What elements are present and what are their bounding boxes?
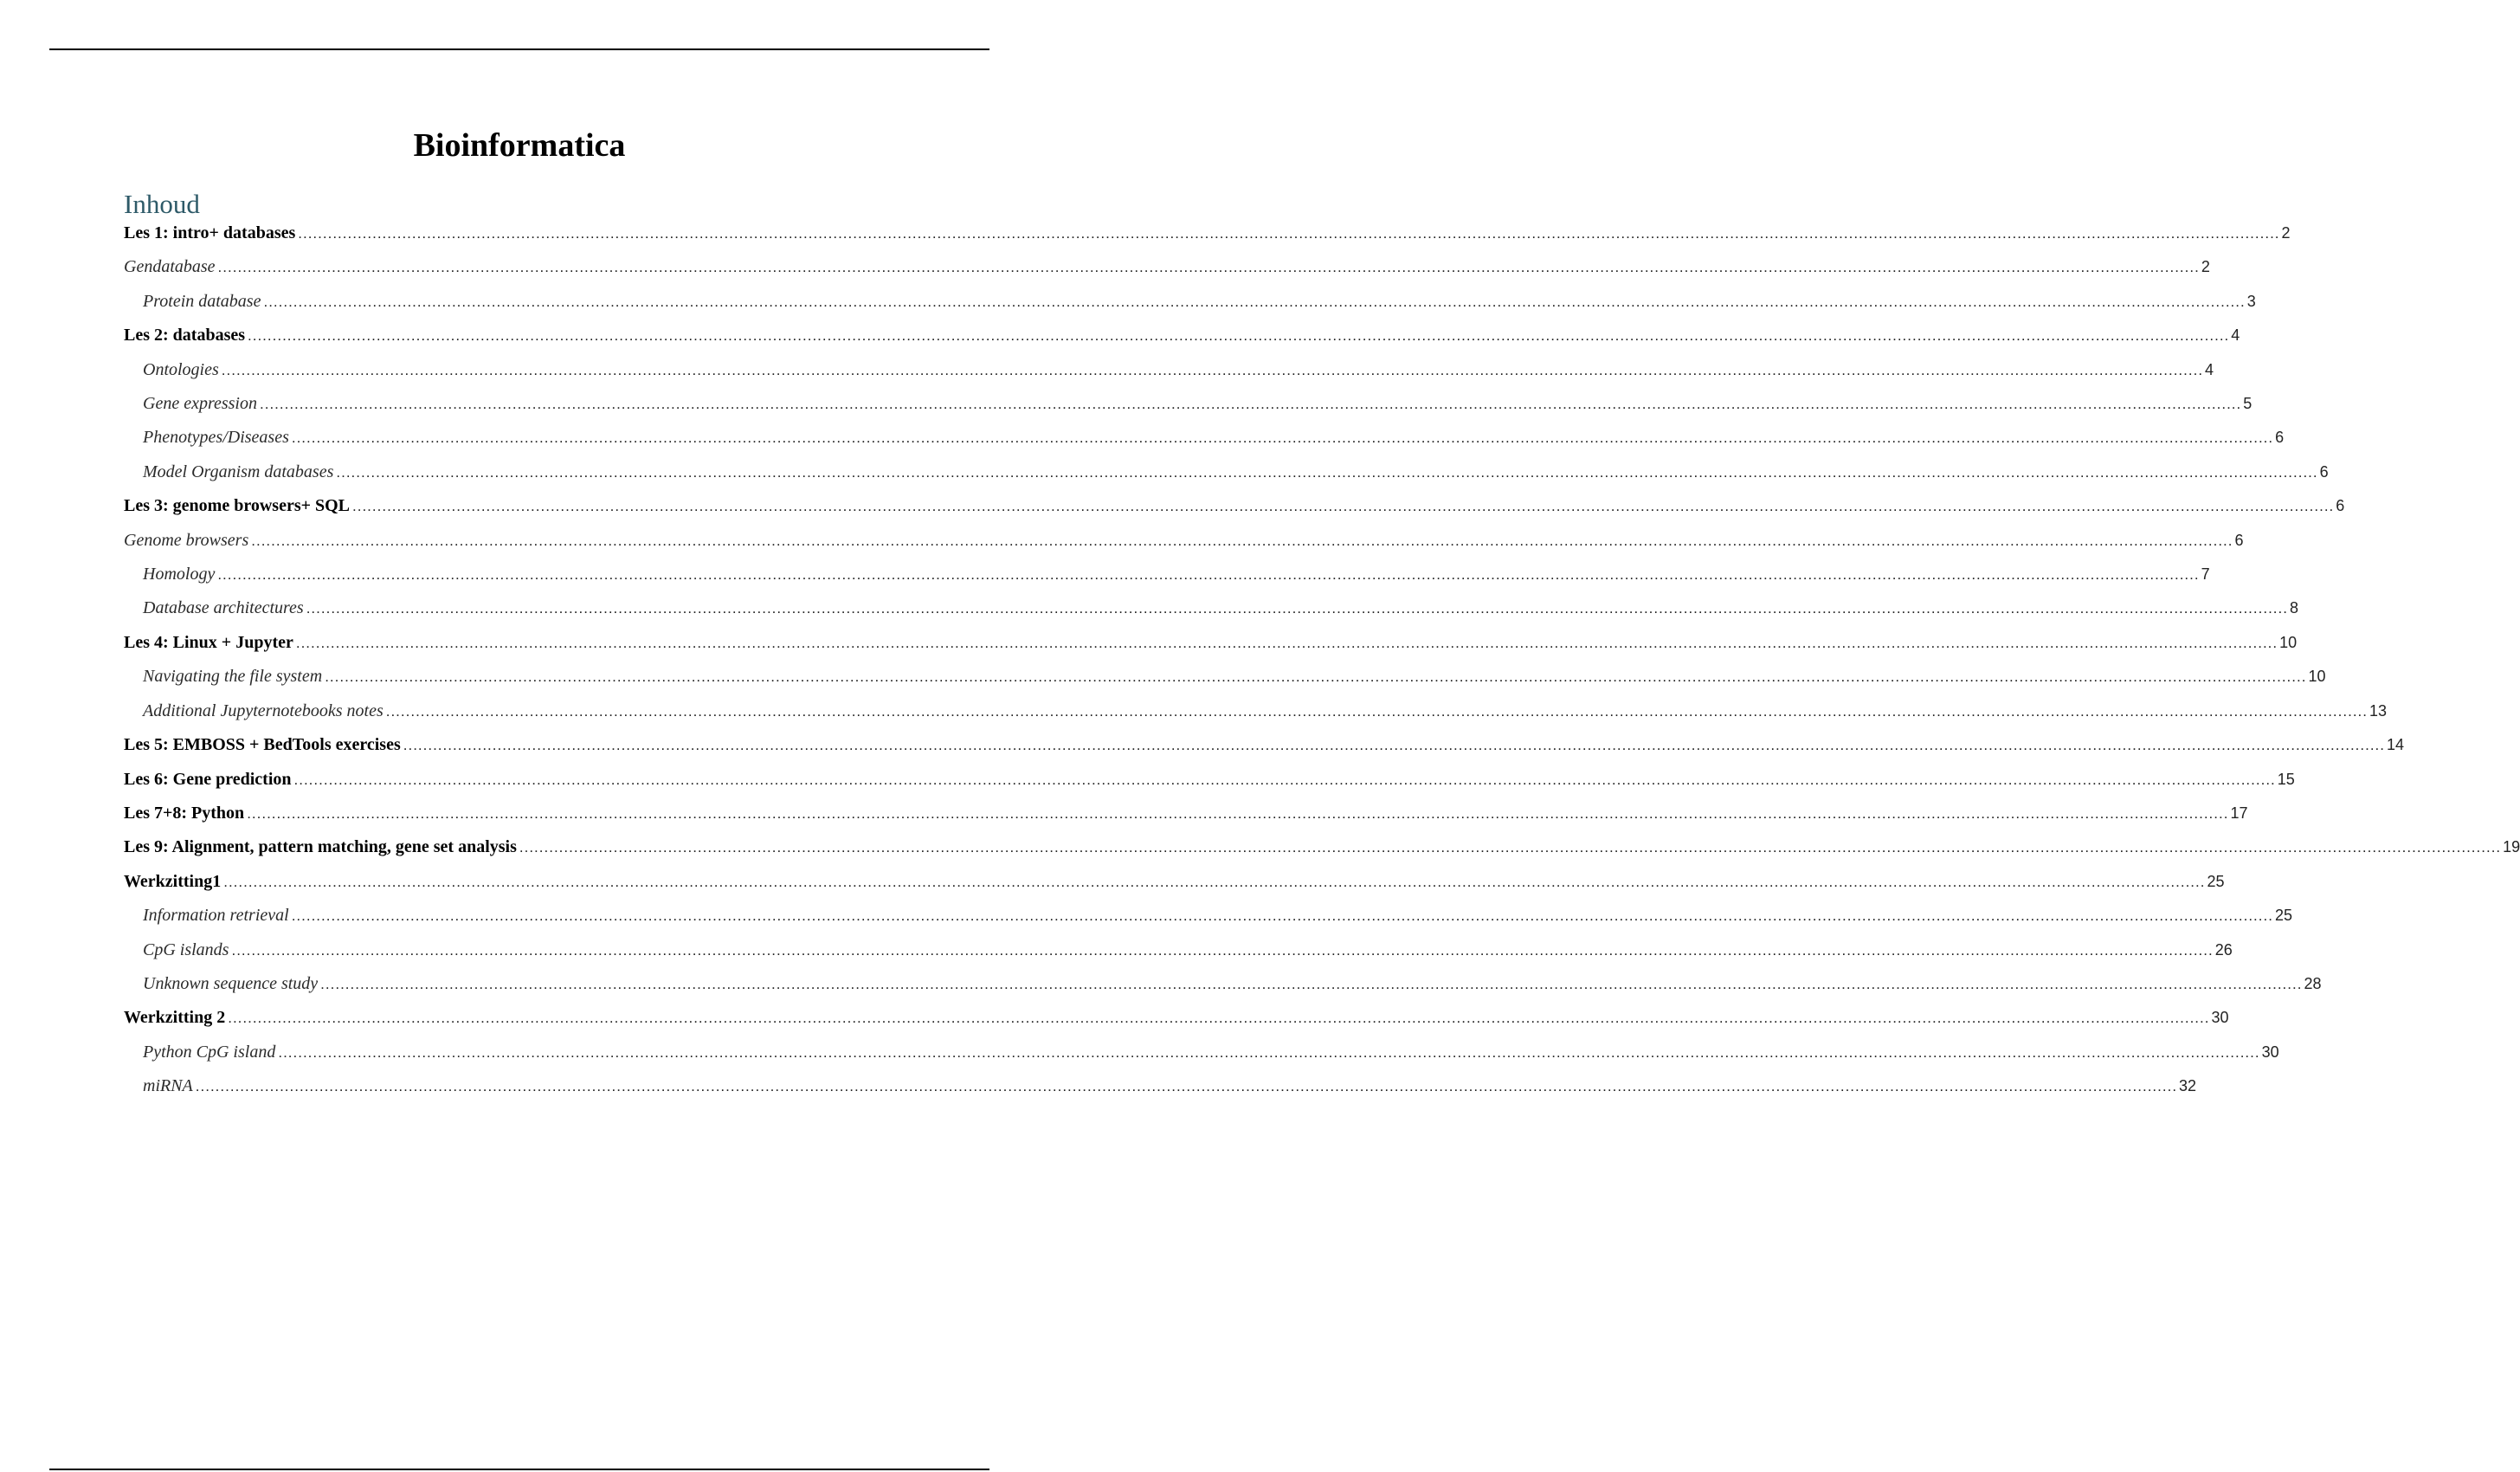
toc-entry-page-number: 28 xyxy=(2304,974,2322,992)
toc-dot-leader: ................................................................................................................................................................................................................................................................................................................................................................................................................ xyxy=(217,566,2200,584)
toc-entry-page-number: 13 xyxy=(2369,701,2388,720)
toc-dot-leader: ................................................................................................................................................................................................................................................................................................................................................................................................................ xyxy=(352,498,2335,515)
toc-dot-leader: ................................................................................................................................................................................................................................................................................................................................................................................................................ xyxy=(263,293,2246,310)
toc-entry-title: Navigating the file system xyxy=(143,667,323,687)
toc-entry[interactable] xyxy=(124,694,2388,728)
table-of-contents xyxy=(124,216,2520,1104)
toc-dot-leader: ................................................................................................................................................................................................................................................................................................................................................................................................................ xyxy=(291,429,2274,447)
toc-entry-title: Python CpG island xyxy=(143,1042,276,1062)
toc-entry-title: Werkzitting1 xyxy=(124,871,222,891)
toc-entry-page-number: 15 xyxy=(2277,770,2295,788)
toc-entry-title: Gendatabase xyxy=(124,257,216,277)
toc-entry-title: Protein database xyxy=(143,291,261,311)
toc-entry[interactable] xyxy=(124,421,2285,455)
toc-entry-title: Genome browsers xyxy=(124,530,249,550)
toc-dot-leader: ................................................................................................................................................................................................................................................................................................................................................................................................................ xyxy=(325,668,2307,686)
toc-dot-leader: ................................................................................................................................................................................................................................................................................................................................................................................................................ xyxy=(336,463,2318,481)
toc-entry[interactable] xyxy=(124,489,2345,523)
toc-entry-page-number: 8 xyxy=(2289,599,2298,617)
toc-entry-title: Phenotypes/Diseases xyxy=(143,428,289,448)
toc-entry[interactable] xyxy=(124,591,2298,625)
toc-entry[interactable] xyxy=(124,285,2256,319)
toc-entry-title: Unknown sequence study xyxy=(143,973,319,993)
toc-entry-title: Les 9: Alignment, pattern matching, gene set analysis xyxy=(124,837,517,857)
toc-entry-title: Les 4: Linux + Jupyter xyxy=(124,632,293,652)
toc-entry-page-number: 30 xyxy=(2211,1009,2229,1027)
toc-entry-title: CpG islands xyxy=(143,939,229,959)
toc-entry[interactable] xyxy=(124,830,2520,864)
toc-entry-title: Model Organism databases xyxy=(143,462,334,481)
toc-dot-leader: ................................................................................................................................................................................................................................................................................................................................................................................................................ xyxy=(223,873,2206,890)
toc-entry[interactable] xyxy=(124,319,2240,352)
toc-entry-title: Les 3: genome browsers+ SQL xyxy=(124,496,351,516)
toc-dot-leader: ................................................................................................................................................................................................................................................................................................................................................................................................................ xyxy=(221,361,2204,378)
toc-entry-page-number: 6 xyxy=(2336,497,2345,515)
toc-entry[interactable] xyxy=(124,660,2326,694)
toc-entry-page-number: 7 xyxy=(2201,565,2210,584)
toc-entry[interactable] xyxy=(124,763,2295,797)
toc-entry-page-number: 10 xyxy=(2279,633,2298,651)
toc-dot-leader: ................................................................................................................................................................................................................................................................................................................................................................................................................ xyxy=(291,907,2273,925)
toc-entry[interactable] xyxy=(124,387,2253,421)
toc-entry-page-number: 6 xyxy=(2319,462,2329,481)
toc-dot-leader: ................................................................................................................................................................................................................................................................................................................................................................................................................ xyxy=(195,1078,2178,1095)
toc-dot-leader: ................................................................................................................................................................................................................................................................................................................................................................................................................ xyxy=(231,941,2214,959)
toc-dot-leader: ................................................................................................................................................................................................................................................................................................................................................................................................................ xyxy=(295,634,2278,651)
toc-entry-page-number: 3 xyxy=(2246,292,2256,310)
toc-entry-page-number: 26 xyxy=(2214,940,2233,959)
toc-dot-leader: ................................................................................................................................................................................................................................................................................................................................................................................................................ xyxy=(228,1010,2210,1027)
toc-entry-page-number: 25 xyxy=(2274,907,2292,925)
toc-entry-title: Information retrieval xyxy=(143,906,289,926)
toc-dot-leader: ................................................................................................................................................................................................................................................................................................................................................................................................................ xyxy=(278,1043,2260,1061)
toc-entry-title: Les 2: databases xyxy=(124,326,246,345)
header-rule xyxy=(49,48,989,50)
toc-dot-leader: ................................................................................................................................................................................................................................................................................................................................................................................................................ xyxy=(306,600,2288,617)
toc-entry-page-number: 5 xyxy=(2243,395,2253,413)
toc-entry[interactable] xyxy=(124,1036,2279,1069)
toc-entry-page-number: 2 xyxy=(2201,258,2210,276)
toc-entry-title: Database architectures xyxy=(143,598,304,618)
toc-entry[interactable] xyxy=(124,455,2329,489)
toc-heading: Inhoud xyxy=(124,189,200,219)
toc-dot-leader: ................................................................................................................................................................................................................................................................................................................................................................................................................ xyxy=(260,396,2242,413)
toc-entry[interactable] xyxy=(124,865,2225,899)
toc-entry-title: Gene expression xyxy=(143,394,257,414)
toc-entry[interactable] xyxy=(124,1069,2197,1103)
toc-entry-page-number: 32 xyxy=(2179,1077,2197,1095)
toc-entry-title: Les 7+8: Python xyxy=(124,803,245,823)
toc-entry[interactable] xyxy=(124,933,2233,967)
toc-entry[interactable] xyxy=(124,216,2291,250)
toc-entry-title: Werkzitting 2 xyxy=(124,1008,226,1028)
toc-entry[interactable] xyxy=(124,1001,2229,1035)
document-title: Bioinformatica xyxy=(413,127,626,164)
toc-entry[interactable] xyxy=(124,967,2322,1001)
toc-dot-leader: ................................................................................................................................................................................................................................................................................................................................................................................................................ xyxy=(247,804,2229,822)
toc-entry-title: Les 5: EMBOSS + BedTools exercises xyxy=(124,735,401,755)
toc-dot-leader: ................................................................................................................................................................................................................................................................................................................................................................................................................ xyxy=(519,839,2502,856)
toc-entry-title: Additional Jupyternotebooks notes xyxy=(143,700,383,720)
toc-dot-leader: ................................................................................................................................................................................................................................................................................................................................................................................................................ xyxy=(248,327,2230,345)
toc-entry-page-number: 25 xyxy=(2207,872,2225,890)
toc-entry[interactable] xyxy=(124,558,2210,591)
toc-dot-leader: ................................................................................................................................................................................................................................................................................................................................................................................................................ xyxy=(293,771,2276,788)
toc-dot-leader: ................................................................................................................................................................................................................................................................................................................................................................................................................ xyxy=(298,225,2280,242)
toc-entry[interactable] xyxy=(124,626,2298,660)
toc-entry[interactable] xyxy=(124,797,2248,830)
toc-entry-page-number: 14 xyxy=(2387,736,2405,754)
toc-entry-page-number: 19 xyxy=(2503,838,2520,856)
toc-entry-page-number: 17 xyxy=(2230,804,2248,822)
toc-entry[interactable] xyxy=(124,524,2244,558)
toc-entry-page-number: 4 xyxy=(2205,360,2214,378)
toc-entry-title: miRNA xyxy=(143,1076,193,1096)
toc-entry-title: Homology xyxy=(143,565,216,584)
toc-entry-title: Ontologies xyxy=(143,359,219,379)
toc-dot-leader: ................................................................................................................................................................................................................................................................................................................................................................................................................ xyxy=(403,737,2386,754)
toc-entry[interactable] xyxy=(124,250,2210,284)
toc-entry[interactable] xyxy=(124,728,2405,762)
toc-entry-page-number: 2 xyxy=(2281,224,2291,242)
toc-dot-leader: ................................................................................................................................................................................................................................................................................................................................................................................................................ xyxy=(320,975,2303,992)
toc-dot-leader: ................................................................................................................................................................................................................................................................................................................................................................................................................ xyxy=(217,259,2200,276)
toc-entry-page-number: 10 xyxy=(2308,668,2326,686)
toc-dot-leader: ................................................................................................................................................................................................................................................................................................................................................................................................................ xyxy=(385,702,2368,720)
toc-entry[interactable] xyxy=(124,899,2292,933)
toc-entry[interactable] xyxy=(124,353,2214,387)
toc-entry-page-number: 30 xyxy=(2261,1043,2279,1061)
toc-entry-page-number: 4 xyxy=(2231,326,2240,345)
toc-entry-title: Les 6: Gene prediction xyxy=(124,769,292,789)
toc-entry-title: Les 1: intro+ databases xyxy=(124,223,296,242)
toc-entry-page-number: 6 xyxy=(2234,531,2244,549)
toc-entry-page-number: 6 xyxy=(2275,429,2285,447)
footer-rule xyxy=(49,1469,989,1470)
toc-dot-leader: ................................................................................................................................................................................................................................................................................................................................................................................................................ xyxy=(251,532,2233,549)
